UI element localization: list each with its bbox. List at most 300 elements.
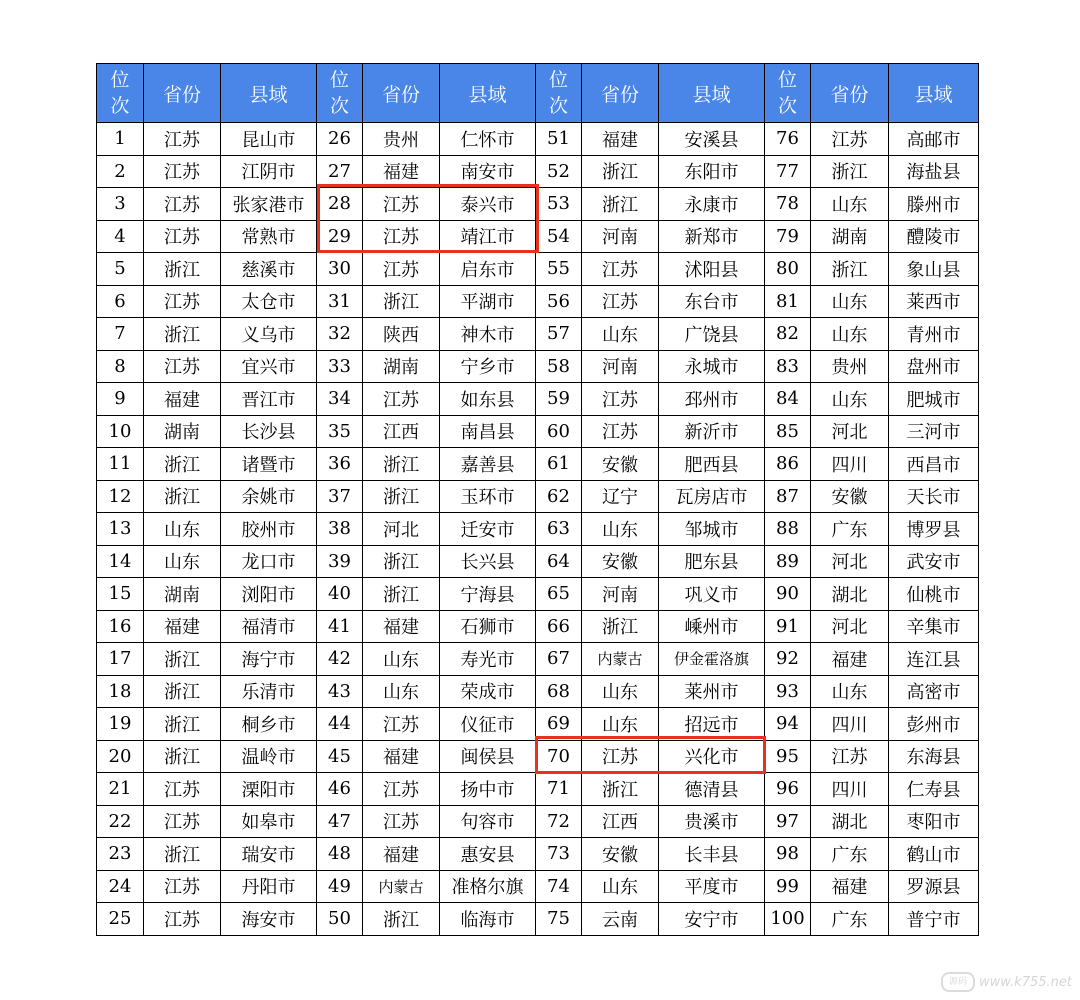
province-cell: 浙江 bbox=[144, 838, 221, 871]
county-cell: 罗源县 bbox=[889, 870, 979, 903]
county-cell: 新沂市 bbox=[659, 415, 765, 448]
province-cell: 浙江 bbox=[363, 545, 440, 578]
province-cell: 河北 bbox=[811, 545, 889, 578]
rank-cell: 55 bbox=[536, 253, 582, 286]
county-cell: 太仓市 bbox=[221, 285, 317, 318]
province-cell: 山东 bbox=[811, 675, 889, 708]
rank-cell: 19 bbox=[97, 708, 144, 741]
rank-cell: 65 bbox=[536, 578, 582, 611]
county-cell: 长沙县 bbox=[221, 415, 317, 448]
rank-cell: 22 bbox=[97, 805, 144, 838]
county-cell: 安溪县 bbox=[659, 123, 765, 156]
rank-cell: 89 bbox=[765, 545, 811, 578]
province-cell: 江西 bbox=[582, 805, 659, 838]
rank-cell: 18 bbox=[97, 675, 144, 708]
county-cell: 莱州市 bbox=[659, 675, 765, 708]
table-row bbox=[97, 773, 979, 806]
column-header: 省份 bbox=[363, 64, 440, 123]
rank-cell: 58 bbox=[536, 350, 582, 383]
province-cell: 河南 bbox=[582, 350, 659, 383]
province-cell: 山东 bbox=[582, 870, 659, 903]
table-row bbox=[97, 610, 979, 643]
rank-cell: 13 bbox=[97, 513, 144, 546]
county-cell: 福清市 bbox=[221, 610, 317, 643]
rank-cell: 53 bbox=[536, 188, 582, 221]
rank-cell: 36 bbox=[317, 448, 363, 481]
province-cell: 浙江 bbox=[144, 740, 221, 773]
province-cell: 江苏 bbox=[144, 285, 221, 318]
province-cell: 江苏 bbox=[363, 773, 440, 806]
rank-cell: 87 bbox=[765, 480, 811, 513]
rank-cell: 42 bbox=[317, 643, 363, 676]
province-cell: 浙江 bbox=[811, 155, 889, 188]
table-row bbox=[97, 415, 979, 448]
county-cell: 肥东县 bbox=[659, 545, 765, 578]
province-cell: 河南 bbox=[582, 578, 659, 611]
rank-cell: 45 bbox=[317, 740, 363, 773]
province-cell: 浙江 bbox=[144, 675, 221, 708]
rank-cell: 72 bbox=[536, 805, 582, 838]
county-cell: 仁怀市 bbox=[440, 123, 536, 156]
rank-cell: 48 bbox=[317, 838, 363, 871]
county-cell: 仪征市 bbox=[440, 708, 536, 741]
rank-cell: 30 bbox=[317, 253, 363, 286]
county-cell: 准格尔旗 bbox=[440, 870, 536, 903]
rank-cell: 86 bbox=[765, 448, 811, 481]
county-cell: 南昌县 bbox=[440, 415, 536, 448]
rank-cell: 92 bbox=[765, 643, 811, 676]
province-cell: 浙江 bbox=[582, 773, 659, 806]
province-cell: 江苏 bbox=[144, 220, 221, 253]
rank-cell: 31 bbox=[317, 285, 363, 318]
province-cell: 江苏 bbox=[144, 155, 221, 188]
county-cell: 辛集市 bbox=[889, 610, 979, 643]
province-cell: 浙江 bbox=[582, 610, 659, 643]
column-header: 县域 bbox=[440, 64, 536, 123]
county-cell: 慈溪市 bbox=[221, 253, 317, 286]
rank-cell: 52 bbox=[536, 155, 582, 188]
county-cell: 伊金霍洛旗 bbox=[659, 643, 765, 676]
rank-cell: 77 bbox=[765, 155, 811, 188]
province-cell: 江苏 bbox=[144, 350, 221, 383]
province-cell: 浙江 bbox=[144, 480, 221, 513]
county-cell: 胶州市 bbox=[221, 513, 317, 546]
province-cell: 安徽 bbox=[582, 838, 659, 871]
county-cell: 昆山市 bbox=[221, 123, 317, 156]
column-header: 县域 bbox=[659, 64, 765, 123]
province-cell: 山东 bbox=[811, 188, 889, 221]
rank-cell: 3 bbox=[97, 188, 144, 221]
province-cell: 辽宁 bbox=[582, 480, 659, 513]
county-cell: 嵊州市 bbox=[659, 610, 765, 643]
province-cell: 湖北 bbox=[811, 578, 889, 611]
county-cell: 博罗县 bbox=[889, 513, 979, 546]
table-row bbox=[97, 285, 979, 318]
county-cell: 肥西县 bbox=[659, 448, 765, 481]
table-row bbox=[97, 675, 979, 708]
county-cell: 象山县 bbox=[889, 253, 979, 286]
rank-cell: 21 bbox=[97, 773, 144, 806]
province-cell: 山东 bbox=[811, 383, 889, 416]
rank-cell: 62 bbox=[536, 480, 582, 513]
rank-cell: 24 bbox=[97, 870, 144, 903]
province-cell: 四川 bbox=[811, 773, 889, 806]
rank-cell: 35 bbox=[317, 415, 363, 448]
county-cell: 义乌市 bbox=[221, 318, 317, 351]
county-cell: 溧阳市 bbox=[221, 773, 317, 806]
province-cell: 江苏 bbox=[363, 805, 440, 838]
province-cell: 江苏 bbox=[582, 740, 659, 773]
table-row bbox=[97, 740, 979, 773]
table-row bbox=[97, 643, 979, 676]
province-cell: 湖南 bbox=[144, 415, 221, 448]
province-cell: 河北 bbox=[811, 415, 889, 448]
rank-cell: 69 bbox=[536, 708, 582, 741]
province-cell: 江苏 bbox=[144, 903, 221, 936]
province-cell: 内蒙古 bbox=[582, 643, 659, 676]
county-cell: 永城市 bbox=[659, 350, 765, 383]
province-cell: 浙江 bbox=[144, 448, 221, 481]
rank-cell: 32 bbox=[317, 318, 363, 351]
rank-cell: 50 bbox=[317, 903, 363, 936]
province-cell: 江苏 bbox=[144, 870, 221, 903]
province-cell: 贵州 bbox=[811, 350, 889, 383]
province-cell: 浙江 bbox=[363, 285, 440, 318]
county-cell: 广饶县 bbox=[659, 318, 765, 351]
county-cell: 石狮市 bbox=[440, 610, 536, 643]
county-cell: 江阴市 bbox=[221, 155, 317, 188]
rank-cell: 23 bbox=[97, 838, 144, 871]
column-header: 省份 bbox=[811, 64, 889, 123]
province-cell: 河北 bbox=[363, 513, 440, 546]
rank-cell: 82 bbox=[765, 318, 811, 351]
province-cell: 浙江 bbox=[144, 318, 221, 351]
rank-cell: 96 bbox=[765, 773, 811, 806]
county-cell: 醴陵市 bbox=[889, 220, 979, 253]
county-cell: 连江县 bbox=[889, 643, 979, 676]
province-cell: 贵州 bbox=[363, 123, 440, 156]
county-cell: 丹阳市 bbox=[221, 870, 317, 903]
county-cell: 乐清市 bbox=[221, 675, 317, 708]
column-header: 位 次 bbox=[765, 64, 811, 123]
county-cell: 海盐县 bbox=[889, 155, 979, 188]
table-row bbox=[97, 903, 979, 936]
province-cell: 福建 bbox=[363, 740, 440, 773]
province-cell: 江苏 bbox=[144, 123, 221, 156]
table-row bbox=[97, 578, 979, 611]
county-cell: 温岭市 bbox=[221, 740, 317, 773]
rank-cell: 51 bbox=[536, 123, 582, 156]
province-cell: 浙江 bbox=[582, 188, 659, 221]
table-row bbox=[97, 805, 979, 838]
province-cell: 广东 bbox=[811, 513, 889, 546]
rank-cell: 73 bbox=[536, 838, 582, 871]
rank-cell: 11 bbox=[97, 448, 144, 481]
county-cell: 长兴县 bbox=[440, 545, 536, 578]
province-cell: 福建 bbox=[582, 123, 659, 156]
county-cell: 德清县 bbox=[659, 773, 765, 806]
province-cell: 浙江 bbox=[582, 155, 659, 188]
county-cell: 东阳市 bbox=[659, 155, 765, 188]
province-cell: 江苏 bbox=[363, 708, 440, 741]
column-header: 位 次 bbox=[536, 64, 582, 123]
watermark-text: www.k755.net bbox=[978, 974, 1072, 990]
county-cell: 普宁市 bbox=[889, 903, 979, 936]
rank-cell: 70 bbox=[536, 740, 582, 773]
province-cell: 内蒙古 bbox=[363, 870, 440, 903]
column-header: 县域 bbox=[889, 64, 979, 123]
column-header: 位 次 bbox=[317, 64, 363, 123]
rank-cell: 7 bbox=[97, 318, 144, 351]
county-cell: 武安市 bbox=[889, 545, 979, 578]
rank-cell: 46 bbox=[317, 773, 363, 806]
table-row bbox=[97, 870, 979, 903]
county-cell: 启东市 bbox=[440, 253, 536, 286]
rank-cell: 79 bbox=[765, 220, 811, 253]
rank-cell: 64 bbox=[536, 545, 582, 578]
county-cell: 滕州市 bbox=[889, 188, 979, 221]
county-cell: 桐乡市 bbox=[221, 708, 317, 741]
rank-cell: 4 bbox=[97, 220, 144, 253]
county-cell: 莱西市 bbox=[889, 285, 979, 318]
province-cell: 江苏 bbox=[582, 253, 659, 286]
rank-cell: 20 bbox=[97, 740, 144, 773]
county-cell: 招远市 bbox=[659, 708, 765, 741]
county-cell: 海安市 bbox=[221, 903, 317, 936]
rank-cell: 66 bbox=[536, 610, 582, 643]
table-row bbox=[97, 448, 979, 481]
province-cell: 江苏 bbox=[144, 773, 221, 806]
province-cell: 山东 bbox=[582, 513, 659, 546]
province-cell: 安徽 bbox=[582, 448, 659, 481]
province-cell: 江苏 bbox=[363, 383, 440, 416]
province-cell: 山东 bbox=[582, 318, 659, 351]
table-header-row bbox=[97, 64, 979, 123]
county-cell: 神木市 bbox=[440, 318, 536, 351]
province-cell: 福建 bbox=[144, 383, 221, 416]
county-cell: 玉环市 bbox=[440, 480, 536, 513]
rank-cell: 97 bbox=[765, 805, 811, 838]
county-cell: 张家港市 bbox=[221, 188, 317, 221]
county-cell: 高邮市 bbox=[889, 123, 979, 156]
province-cell: 湖南 bbox=[144, 578, 221, 611]
table-row bbox=[97, 188, 979, 221]
rank-cell: 41 bbox=[317, 610, 363, 643]
province-cell: 四川 bbox=[811, 708, 889, 741]
rank-cell: 98 bbox=[765, 838, 811, 871]
province-cell: 福建 bbox=[363, 610, 440, 643]
county-cell: 安宁市 bbox=[659, 903, 765, 936]
county-cell: 邳州市 bbox=[659, 383, 765, 416]
rank-cell: 75 bbox=[536, 903, 582, 936]
province-cell: 山东 bbox=[811, 285, 889, 318]
rank-cell: 39 bbox=[317, 545, 363, 578]
rank-cell: 9 bbox=[97, 383, 144, 416]
county-cell: 西昌市 bbox=[889, 448, 979, 481]
rank-cell: 54 bbox=[536, 220, 582, 253]
county-cell: 天长市 bbox=[889, 480, 979, 513]
rank-cell: 61 bbox=[536, 448, 582, 481]
county-cell: 晋江市 bbox=[221, 383, 317, 416]
province-cell: 江苏 bbox=[582, 285, 659, 318]
county-cell: 迁安市 bbox=[440, 513, 536, 546]
county-cell: 如皋市 bbox=[221, 805, 317, 838]
province-cell: 山东 bbox=[582, 708, 659, 741]
county-cell: 肥城市 bbox=[889, 383, 979, 416]
county-cell: 宁海县 bbox=[440, 578, 536, 611]
province-cell: 江苏 bbox=[811, 740, 889, 773]
rank-cell: 56 bbox=[536, 285, 582, 318]
province-cell: 山东 bbox=[144, 545, 221, 578]
province-cell: 山东 bbox=[582, 675, 659, 708]
table-row bbox=[97, 220, 979, 253]
rank-cell: 57 bbox=[536, 318, 582, 351]
rank-cell: 6 bbox=[97, 285, 144, 318]
province-cell: 浙江 bbox=[363, 480, 440, 513]
rank-cell: 1 bbox=[97, 123, 144, 156]
rank-cell: 81 bbox=[765, 285, 811, 318]
county-cell: 平度市 bbox=[659, 870, 765, 903]
province-cell: 江苏 bbox=[144, 188, 221, 221]
county-cell: 嘉善县 bbox=[440, 448, 536, 481]
column-header: 县域 bbox=[221, 64, 317, 123]
county-cell: 南安市 bbox=[440, 155, 536, 188]
table-row bbox=[97, 253, 979, 286]
province-cell: 湖南 bbox=[363, 350, 440, 383]
county-cell: 枣阳市 bbox=[889, 805, 979, 838]
province-cell: 浙江 bbox=[363, 903, 440, 936]
rank-cell: 59 bbox=[536, 383, 582, 416]
rank-cell: 84 bbox=[765, 383, 811, 416]
rank-cell: 28 bbox=[317, 188, 363, 221]
county-cell: 盘州市 bbox=[889, 350, 979, 383]
table-row bbox=[97, 383, 979, 416]
county-cell: 永康市 bbox=[659, 188, 765, 221]
table-row bbox=[97, 545, 979, 578]
province-cell: 湖北 bbox=[811, 805, 889, 838]
rank-cell: 34 bbox=[317, 383, 363, 416]
rank-cell: 27 bbox=[317, 155, 363, 188]
rank-cell: 83 bbox=[765, 350, 811, 383]
county-cell: 东海县 bbox=[889, 740, 979, 773]
county-cell: 靖江市 bbox=[440, 220, 536, 253]
province-cell: 河北 bbox=[811, 610, 889, 643]
rank-cell: 68 bbox=[536, 675, 582, 708]
province-cell: 山东 bbox=[363, 643, 440, 676]
rank-cell: 100 bbox=[765, 903, 811, 936]
county-cell: 瑞安市 bbox=[221, 838, 317, 871]
rank-cell: 12 bbox=[97, 480, 144, 513]
province-cell: 浙江 bbox=[144, 708, 221, 741]
table-row bbox=[97, 123, 979, 156]
rank-cell: 33 bbox=[317, 350, 363, 383]
county-cell: 长丰县 bbox=[659, 838, 765, 871]
province-cell: 安徽 bbox=[811, 480, 889, 513]
county-cell: 仁寿县 bbox=[889, 773, 979, 806]
province-cell: 河南 bbox=[582, 220, 659, 253]
province-cell: 福建 bbox=[363, 838, 440, 871]
table-row bbox=[97, 318, 979, 351]
rank-cell: 37 bbox=[317, 480, 363, 513]
rank-cell: 2 bbox=[97, 155, 144, 188]
county-cell: 宁乡市 bbox=[440, 350, 536, 383]
rank-cell: 49 bbox=[317, 870, 363, 903]
rank-cell: 16 bbox=[97, 610, 144, 643]
rank-cell: 91 bbox=[765, 610, 811, 643]
rank-cell: 63 bbox=[536, 513, 582, 546]
province-cell: 浙江 bbox=[363, 448, 440, 481]
province-cell: 广东 bbox=[811, 838, 889, 871]
county-cell: 荣成市 bbox=[440, 675, 536, 708]
column-header: 省份 bbox=[582, 64, 659, 123]
county-cell: 海宁市 bbox=[221, 643, 317, 676]
county-cell: 宜兴市 bbox=[221, 350, 317, 383]
rank-cell: 76 bbox=[765, 123, 811, 156]
rank-cell: 15 bbox=[97, 578, 144, 611]
rank-cell: 99 bbox=[765, 870, 811, 903]
rank-cell: 94 bbox=[765, 708, 811, 741]
rank-cell: 71 bbox=[536, 773, 582, 806]
rank-cell: 60 bbox=[536, 415, 582, 448]
rank-cell: 47 bbox=[317, 805, 363, 838]
province-cell: 江苏 bbox=[363, 253, 440, 286]
province-cell: 浙江 bbox=[144, 253, 221, 286]
province-cell: 江苏 bbox=[363, 220, 440, 253]
province-cell: 福建 bbox=[144, 610, 221, 643]
county-cell: 常熟市 bbox=[221, 220, 317, 253]
province-cell: 福建 bbox=[363, 155, 440, 188]
rank-cell: 10 bbox=[97, 415, 144, 448]
province-cell: 湖南 bbox=[811, 220, 889, 253]
county-cell: 临海市 bbox=[440, 903, 536, 936]
province-cell: 江苏 bbox=[363, 188, 440, 221]
county-cell: 彭州市 bbox=[889, 708, 979, 741]
rank-cell: 95 bbox=[765, 740, 811, 773]
rank-cell: 43 bbox=[317, 675, 363, 708]
province-cell: 江苏 bbox=[582, 383, 659, 416]
rank-cell: 25 bbox=[97, 903, 144, 936]
county-cell: 寿光市 bbox=[440, 643, 536, 676]
table-row bbox=[97, 708, 979, 741]
province-cell: 安徽 bbox=[582, 545, 659, 578]
rank-cell: 14 bbox=[97, 545, 144, 578]
county-cell: 句容市 bbox=[440, 805, 536, 838]
county-cell: 如东县 bbox=[440, 383, 536, 416]
province-cell: 江苏 bbox=[582, 415, 659, 448]
column-header: 位 次 bbox=[97, 64, 144, 123]
county-cell: 惠安县 bbox=[440, 838, 536, 871]
logo-icon: 源码 bbox=[941, 972, 975, 992]
rank-cell: 40 bbox=[317, 578, 363, 611]
column-header: 省份 bbox=[144, 64, 221, 123]
table-row bbox=[97, 838, 979, 871]
province-cell: 山东 bbox=[144, 513, 221, 546]
province-cell: 浙江 bbox=[363, 578, 440, 611]
rank-cell: 85 bbox=[765, 415, 811, 448]
county-cell: 沭阳县 bbox=[659, 253, 765, 286]
county-cell: 瓦房店市 bbox=[659, 480, 765, 513]
province-cell: 山东 bbox=[363, 675, 440, 708]
county-cell: 兴化市 bbox=[659, 740, 765, 773]
province-cell: 浙江 bbox=[144, 643, 221, 676]
table-row bbox=[97, 350, 979, 383]
province-cell: 陕西 bbox=[363, 318, 440, 351]
table-row bbox=[97, 480, 979, 513]
rank-cell: 26 bbox=[317, 123, 363, 156]
county-cell: 新郑市 bbox=[659, 220, 765, 253]
table-row bbox=[97, 155, 979, 188]
province-cell: 福建 bbox=[811, 870, 889, 903]
